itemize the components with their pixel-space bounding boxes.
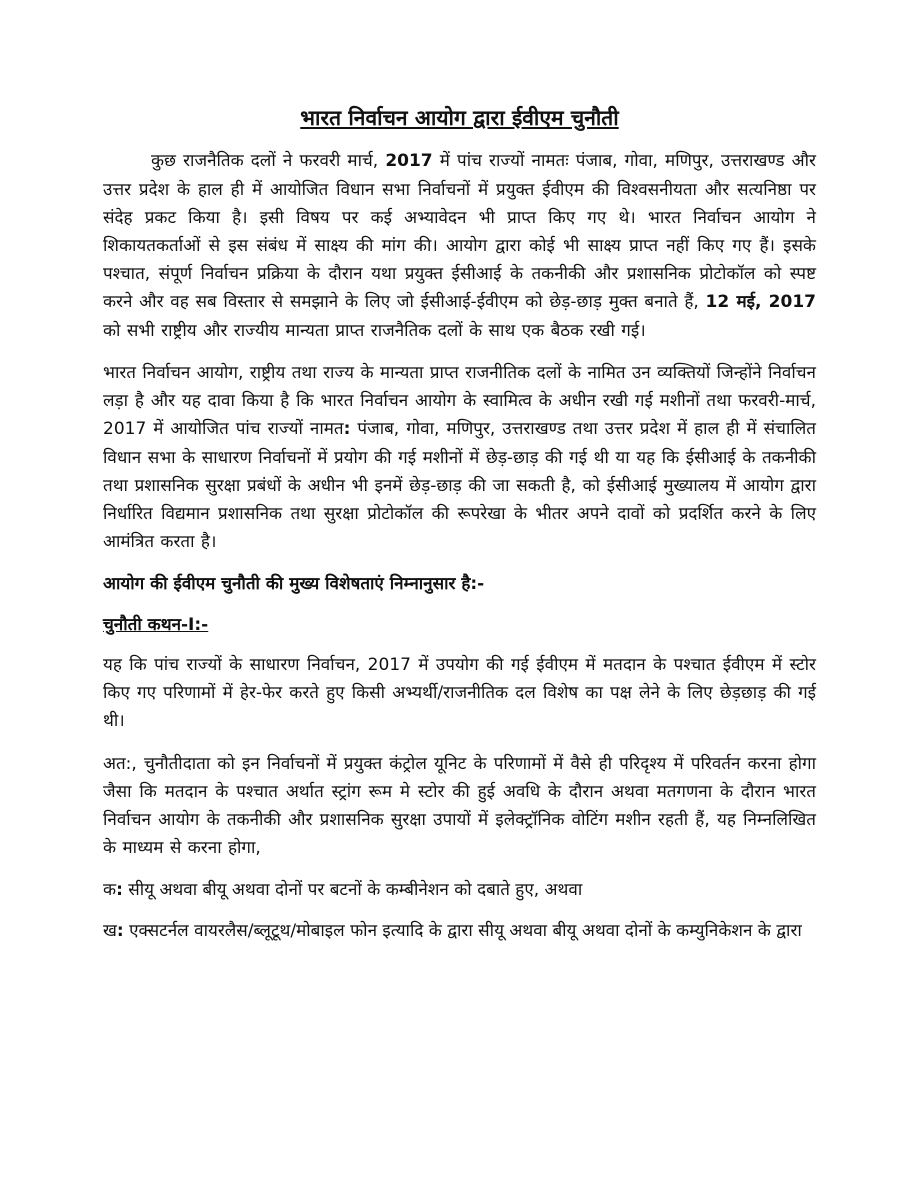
text-span: को सभी राष्ट्रीय और राज्यीय मान्यता प्राप्त राजनैतिक दलों के साथ एक बैठक रखी गई। (103, 320, 646, 341)
item-prefix: ख (103, 920, 117, 941)
item-colon: : (116, 920, 124, 941)
text-span: में पांच राज्यों नामतः पंजाब, गोवा, मणिपुर, उत्तराखण्ड और उत्तर प्रदेश के हाल ही में आयोजित विधान सभा निर्वाचनों में प्रयुक्त ईवीएम की विश्वसनीयता और सत्यनिष्ठा पर संदेह प्रकट किया है। इसी विषय पर कई अभ्यावेदन भी प्राप्त किए गए थे। भारत निर्वाचन आयोग ने शिकायतकर्ताओं से इस संबंध में साक्ष्य की मांग की। आयोग द्वारा कोई भी साक्ष्य प्राप्त नहीं किए गए हैं। इसके पश्चात, संपूर्ण निर्वाचन प्रक्रिया के दौरान यथा प्रयुक्त ईसीआई के तकनीकी और प्रशासनिक प्रोटोकॉल को स्पष्ट करने और वह सब विस्तार से समझाने के लिए जो ईसीआई-ईवीएम को छेड़-छाड़ मुक्त बनाते हैं, (103, 151, 816, 313)
item-text: एक्सटर्नल वायरलैस/ब्लूटूथ/मोबाइल फोन इत्यादि के द्वारा सीयू अथवा बीयू अथवा दोनों के कम्युनिकेशन के द्वारा (123, 920, 802, 941)
challenge-statement-paragraph: यह कि पांच राज्यों के साधारण निर्वाचन, 2017 में उपयोग की गई ईवीएम में मतदान के पश्चात ईवीएम में स्टोर किए गए परिणामों में हेर-फेर करते हुए किसी अभ्यर्थी/राजनीतिक दल विशेष का पक्ष लेने के लिए छेड़छाड़ की गई थी। (103, 654, 816, 732)
invitation-paragraph (103, 359, 816, 557)
page-title: भारत निर्वाचन आयोग द्वारा ईवीएम चुनौती (300, 106, 619, 130)
intro-paragraph (103, 147, 816, 345)
item-text: सीयू अथवा बीयू अथवा दोनों पर बटनों के कम्बीनेशन को दबाते हुए, अथवा (122, 880, 583, 901)
list-item-kha (103, 917, 816, 945)
bold-colon: : (343, 419, 351, 440)
item-prefix: क (103, 880, 117, 901)
challenge-statement-heading: चुनौती कथन-I:- (103, 614, 209, 635)
challenger-requirement-paragraph: अत:, चुनौतीदाता को इन निर्वाचनों में प्रयुक्त कंट्रोल यूनिट के परिणामों में वैसे ही परिदृश्य में परिवर्तन करना होगा जैसा कि मतदान के पश्चात अर्थात स्ट्रांग रूम मे स्टोर की हुई अवधि के दौरान अथवा मतगणना के दौरान भारत निर्वाचन आयोग के तकनीकी और प्रशासनिक सुरक्षा उपायों में इलेक्ट्रॉनिक वोटिंग मशीन रहती हैं, यह निम्नलिखित के माध्यम से करना होगा, (103, 753, 816, 859)
list-item-ka (103, 876, 816, 904)
text-span: कुछ राजनैतिक दलों ने फरवरी मार्च, (151, 151, 386, 172)
features-heading: आयोग की ईवीएम चुनौती की मुख्य विशेषताएं निम्नानुसार है:- (103, 574, 485, 595)
bold-year: 2017 (385, 151, 433, 172)
bold-date: 12 मई, 2017 (705, 292, 816, 313)
item-colon: : (116, 880, 123, 901)
text-span: भारत निर्वाचन आयोग, राष्ट्रीय तथा राज्य के मान्यता प्राप्त राजनीतिक दलों के नामित उन व्यक्तियों जिन्होंने निर्वाचन लड़ा है और यह दावा किया है कि भारत निर्वाचन आयोग के स्वामित्व के अधीन रखी गई मशीनों तथा फरवरी-मार्च, 2017 में आयोजित पांच राज्यों नामत (103, 362, 816, 440)
text-span: पंजाब, गोवा, मणिपुर, उत्तराखण्ड तथा उत्तर प्रदेश में हाल ही में संचालित विधान सभा के साधारण निर्वाचनों में प्रयोग की गई मशीनों में छेड़-छाड़ की गई थी या यह कि ईसीआई के तकनीकी तथा प्रशासनिक सुरक्षा प्रबंधों के अधीन भी इनमें छेड़-छाड़ की जा सकती है, को ईसीआई मुख्यालय में आयोग द्वारा निर्धारित विद्यमान प्रशासनिक तथा सुरक्षा प्रोटोकॉल की रूपरेखा के भीतर अपने दावों को प्रदर्शित करने के लिए आमंत्रित करता है। (103, 419, 816, 553)
